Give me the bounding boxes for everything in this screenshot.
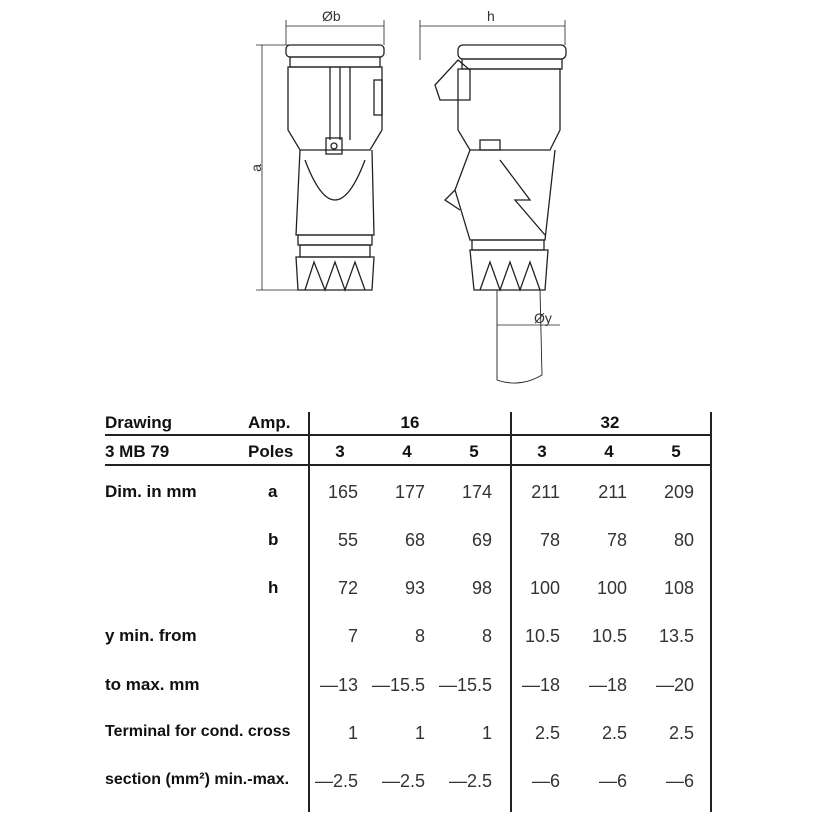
pole-col: 3 [335,442,345,461]
table-cell: 108 [663,578,694,598]
table-divider-right [710,412,712,812]
table-cell: —15.5 [438,675,492,695]
table-cell: 78 [606,530,627,550]
table-cell: 100 [529,578,560,598]
pole-col: 5 [469,442,479,461]
table-cell: 80 [673,530,694,550]
row-label: section (mm²) min.-max. [105,771,290,788]
table-cell: —6 [598,771,627,791]
row-dimension-key: b [268,530,279,549]
amp-group-16: 16 [400,413,420,432]
table-cell: 1 [481,723,492,743]
row-label: Terminal for cond. cross [105,723,291,740]
table-cell: 211 [598,482,627,502]
table-cell: —20 [655,675,694,695]
pole-col: 4 [402,442,412,461]
connector-drawing-svg [0,0,820,400]
table-cell: —6 [531,771,560,791]
amp-label: Amp. [248,413,291,432]
table-cell: 72 [337,578,358,598]
table-cell: 1 [414,723,425,743]
poles-label: Poles [248,442,294,461]
table-cell: 98 [471,578,492,598]
table-cell: 177 [394,482,425,502]
table-cell: —18 [521,675,560,695]
table-rule-header [105,464,710,466]
table-cell: —13 [319,675,358,695]
dim-a-label: a [247,164,264,172]
drawing-label: Drawing [105,413,173,432]
row-label: to max. mm [105,675,200,694]
row-label: y min. from [105,626,197,645]
pole-col: 5 [671,442,681,461]
table-cell: —2.5 [448,771,492,791]
table-cell: 78 [539,530,560,550]
table-cell: —18 [588,675,627,695]
table-cell: 10.5 [591,626,627,646]
table-cell: 165 [327,482,358,502]
table-divider-left [308,412,310,812]
spec-table [0,400,820,820]
table-cell: 8 [414,626,425,646]
table-cell: 174 [461,482,492,502]
table-rule-top [105,434,710,436]
table-cell: 8 [481,626,492,646]
table-cell: 10.5 [524,626,560,646]
dim-h-label: h [487,8,495,24]
dim-b-label: Øb [322,8,341,24]
table-cell: 211 [531,482,560,502]
row-dimension-key: h [268,578,279,597]
table-cell: —2.5 [314,771,358,791]
technical-drawing [0,0,820,400]
table-cell: 2.5 [668,723,694,743]
table-cell: —15.5 [371,675,425,695]
table-divider-mid [510,412,512,812]
table-cell: 13.5 [658,626,694,646]
table-cell: 2.5 [534,723,560,743]
table-cell: 1 [347,723,358,743]
pole-col: 3 [537,442,547,461]
table-cell: —2.5 [381,771,425,791]
table-cell: 209 [663,482,694,502]
pole-col: 4 [604,442,614,461]
amp-group-32: 32 [600,413,620,432]
table-cell: 7 [347,626,358,646]
drawing-code: 3 MB 79 [105,442,170,461]
table-cell: 69 [471,530,492,550]
table-cell: 68 [404,530,425,550]
row-label: Dim. in mm [105,482,197,501]
table-cell: 93 [404,578,425,598]
table-cell: 100 [596,578,627,598]
row-dimension-key: a [268,482,278,501]
dim-y-label: Øy [534,310,552,326]
table-cell: 2.5 [601,723,627,743]
table-cell: 55 [337,530,358,550]
table-cell: —6 [665,771,694,791]
